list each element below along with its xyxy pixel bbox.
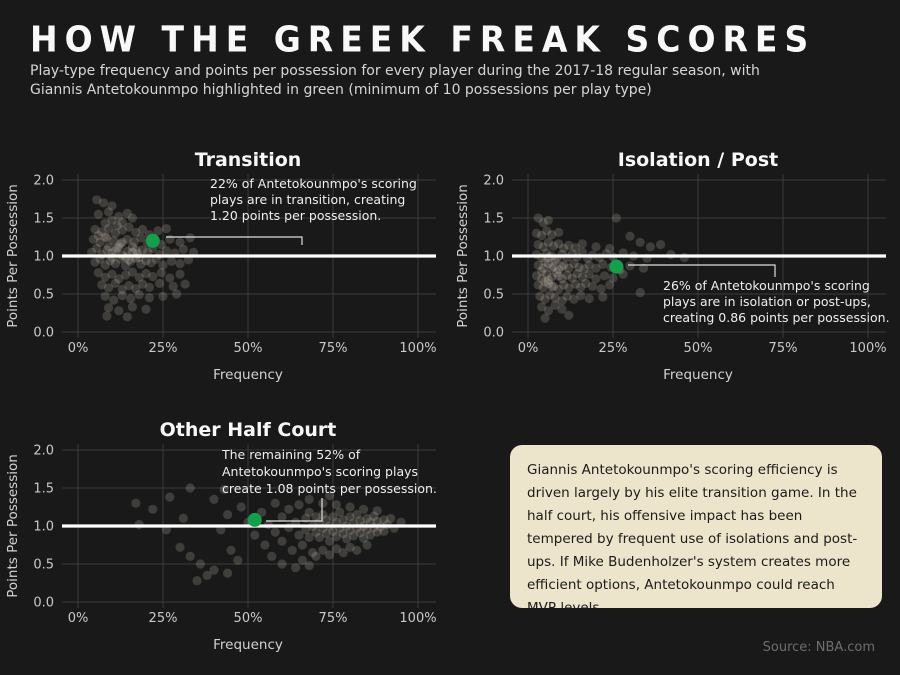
page-title: HOW THE GREEK FREAK SCORES: [30, 18, 816, 61]
annotation-connector: [628, 265, 775, 277]
svg-text:50%: 50%: [233, 341, 263, 356]
svg-text:25%: 25%: [148, 341, 178, 356]
svg-text:2.0: 2.0: [33, 443, 54, 459]
svg-text:0.5: 0.5: [33, 287, 54, 303]
annotation-text: [663, 278, 890, 325]
highlight-point-giannis: [146, 234, 160, 248]
svg-text:1.20 points per possession.: 1.20 points per possession.: [210, 208, 382, 223]
chart-title: Other Half Court: [159, 419, 337, 441]
svg-text:1.0: 1.0: [33, 519, 54, 535]
svg-text:100%: 100%: [399, 611, 437, 626]
svg-text:2.0: 2.0: [33, 173, 54, 189]
svg-text:creating 0.86 points per posse: creating 0.86 points per possession.: [663, 310, 890, 325]
x-axis-label: Frequency: [213, 637, 283, 653]
svg-text:25%: 25%: [148, 611, 178, 626]
summary-text: Giannis Antetokounmpo's scoring efficiency is driven largely by his elite transition game. In the half court, his offensive impact has been tempered by frequent use of isolations and post-ups. If Mike Budenholzer's system creates more efficient options, Antetokounmpo could reach MVP levels.: [527, 462, 858, 616]
svg-text:75%: 75%: [318, 611, 348, 626]
svg-text:50%: 50%: [683, 341, 713, 356]
chart-title: Transition: [194, 149, 302, 171]
subtitle-line-1: Play-type frequency and points per possession for every player during the 2017-18 regular season, with: [30, 63, 760, 79]
y-axis-label: Points Per Possession: [455, 184, 471, 328]
page-subtitle: [30, 62, 760, 100]
chart-title: Isolation / Post: [617, 149, 779, 171]
summary-box: [510, 445, 882, 616]
annotation-text: [221, 447, 437, 496]
svg-text:1.5: 1.5: [483, 211, 504, 227]
svg-text:50%: 50%: [233, 611, 263, 626]
svg-text:22% of Antetokounmpo's scoring: 22% of Antetokounmpo's scoring: [210, 176, 417, 191]
svg-text:0.0: 0.0: [33, 325, 54, 341]
svg-text:0.5: 0.5: [33, 557, 54, 573]
svg-text:0%: 0%: [517, 341, 539, 356]
x-axis-label: Frequency: [213, 367, 283, 383]
svg-text:75%: 75%: [768, 341, 798, 356]
chart-isolation-post: [450, 130, 900, 392]
svg-text:0.5: 0.5: [483, 287, 504, 303]
chart-transition: [0, 130, 450, 392]
highlight-point-giannis: [609, 260, 623, 274]
scatter-points: [87, 195, 198, 321]
x-axis-label: Frequency: [663, 367, 733, 383]
svg-text:0%: 0%: [67, 341, 89, 356]
svg-text:1.5: 1.5: [33, 211, 54, 227]
svg-text:0.0: 0.0: [33, 595, 54, 611]
svg-text:The remaining 52% of: The remaining 52% of: [222, 447, 361, 462]
svg-text:0.0: 0.0: [483, 325, 504, 341]
svg-text:26% of Antetokounmpo's scoring: 26% of Antetokounmpo's scoring: [663, 278, 870, 293]
svg-text:1.0: 1.0: [483, 249, 504, 265]
y-axis-label: Points Per Possession: [5, 184, 21, 328]
svg-text:100%: 100%: [849, 341, 887, 356]
highlight-point-giannis: [248, 513, 262, 527]
chart-other-half-court: [0, 400, 450, 662]
svg-text:plays are in isolation or post: plays are in isolation or post-ups,: [663, 294, 871, 309]
source-credit: Source: NBA.com: [762, 640, 875, 655]
svg-text:plays are in transition, creat: plays are in transition, creating: [210, 192, 406, 207]
annotation-text: [210, 176, 417, 223]
svg-text:1.0: 1.0: [33, 249, 54, 265]
scatter-points: [131, 483, 405, 585]
y-axis-label: Points Per Possession: [5, 454, 21, 598]
svg-text:100%: 100%: [399, 341, 437, 356]
subtitle-line-2: Giannis Antetokounmpo highlighted in green (minimum of 10 possessions per play type): [30, 82, 652, 98]
svg-text:75%: 75%: [318, 341, 348, 356]
svg-text:0%: 0%: [67, 611, 89, 626]
svg-text:Antetokounmpo's scoring plays: Antetokounmpo's scoring plays: [222, 464, 419, 479]
svg-text:1.5: 1.5: [33, 481, 54, 497]
svg-text:2.0: 2.0: [483, 173, 504, 189]
svg-text:25%: 25%: [598, 341, 628, 356]
svg-text:create 1.08 points per possess: create 1.08 points per possession.: [222, 481, 437, 496]
